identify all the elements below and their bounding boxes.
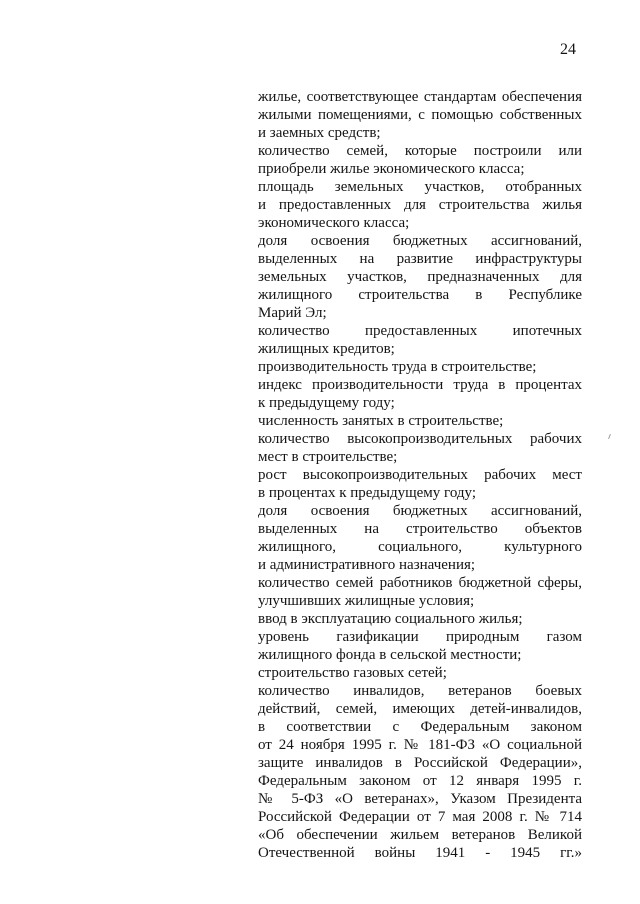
paragraph <box>258 142 582 178</box>
page-number: 24 <box>560 41 576 58</box>
paragraph <box>258 466 582 502</box>
paragraph <box>258 502 582 574</box>
text-line: рост высокопроизводительных рабочих мест <box>258 467 582 483</box>
text-line: от 24 ноября 1995 г. № 181-ФЗ «О социальной <box>258 737 582 753</box>
text-line: численность занятых в строительстве; <box>258 413 504 429</box>
text-line: жилищного фонда в сельской местности; <box>258 647 522 663</box>
text-line: и предоставленных для строительства жилья <box>258 197 582 213</box>
text-line: приобрели жилье экономического класса; <box>258 161 525 177</box>
text-line: ввод в эксплуатацию социального жилья; <box>258 611 523 627</box>
paragraph <box>258 574 582 610</box>
text-line: защите инвалидов в Российской Федерации», <box>258 755 582 771</box>
text-line: количество семей работников бюджетной сферы, <box>258 575 582 591</box>
text-line: Марий Эл; <box>258 305 327 321</box>
body-text <box>258 88 582 862</box>
text-line: № 5-ФЗ «О ветеранах», Указом Президента <box>258 791 582 807</box>
text-line: доля освоения бюджетных ассигнований, <box>258 503 582 519</box>
paragraph <box>258 628 582 664</box>
paragraph <box>258 232 582 322</box>
text-line: «Об обеспечении жильем ветеранов Великой <box>258 827 582 843</box>
text-line: выделенных на развитие инфраструктуры <box>258 251 582 267</box>
paragraph <box>258 376 582 412</box>
text-line: строительство газовых сетей; <box>258 665 447 681</box>
text-line: в процентах к предыдущему году; <box>258 485 476 501</box>
text-line: к предыдущему году; <box>258 395 395 411</box>
paragraph <box>258 358 582 376</box>
text-line: количество предоставленных ипотечных <box>258 323 582 339</box>
text-line: жилищного строительства в Республике <box>258 287 582 303</box>
paragraph <box>258 322 582 358</box>
text-line: количество высокопроизводительных рабочих <box>258 431 582 447</box>
paragraph <box>258 610 582 628</box>
text-line: жилищных кредитов; <box>258 341 395 357</box>
text-line: в соответствии с Федеральным законом <box>258 719 582 735</box>
text-line: и заемных средств; <box>258 125 381 141</box>
paragraph <box>258 178 582 232</box>
paragraph <box>258 412 582 430</box>
text-line: Российской Федерации от 7 мая 2008 г. № 714 <box>258 809 582 825</box>
text-line: количество инвалидов, ветеранов боевых <box>258 683 582 699</box>
text-line: производительность труда в строительстве; <box>258 359 537 375</box>
text-line: жилыми помещениями, с помощью собственных <box>258 107 582 123</box>
paragraph <box>258 88 582 142</box>
paragraph <box>258 430 582 466</box>
text-line: земельных участков, предназначенных для <box>258 269 582 285</box>
text-line: индекс производительности труда в процентах <box>258 377 582 393</box>
text-line: уровень газификации природным газом <box>258 629 582 645</box>
text-line: количество семей, которые построили или <box>258 143 582 159</box>
text-line: действий, семей, имеющих детей-инвалидов, <box>258 701 582 717</box>
paragraph <box>258 664 582 682</box>
text-line: площадь земельных участков, отобранных <box>258 179 582 195</box>
text-line: жилищного, социального, культурного <box>258 539 582 555</box>
text-line: улучшивших жилищные условия; <box>258 593 475 609</box>
text-line: мест в строительстве; <box>258 449 398 465</box>
text-line: жилье, соответствующее стандартам обеспечения <box>258 89 582 105</box>
scan-mark <box>608 434 611 439</box>
text-line: Отечественной войны 1941 - 1945 гг.» <box>258 845 582 861</box>
text-line: доля освоения бюджетных ассигнований, <box>258 233 582 249</box>
text-line: выделенных на строительство объектов <box>258 521 582 537</box>
text-line: экономического класса; <box>258 215 410 231</box>
paragraph <box>258 682 582 862</box>
text-line: и административного назначения; <box>258 557 476 573</box>
text-line: Федеральным законом от 12 января 1995 г. <box>258 773 582 789</box>
